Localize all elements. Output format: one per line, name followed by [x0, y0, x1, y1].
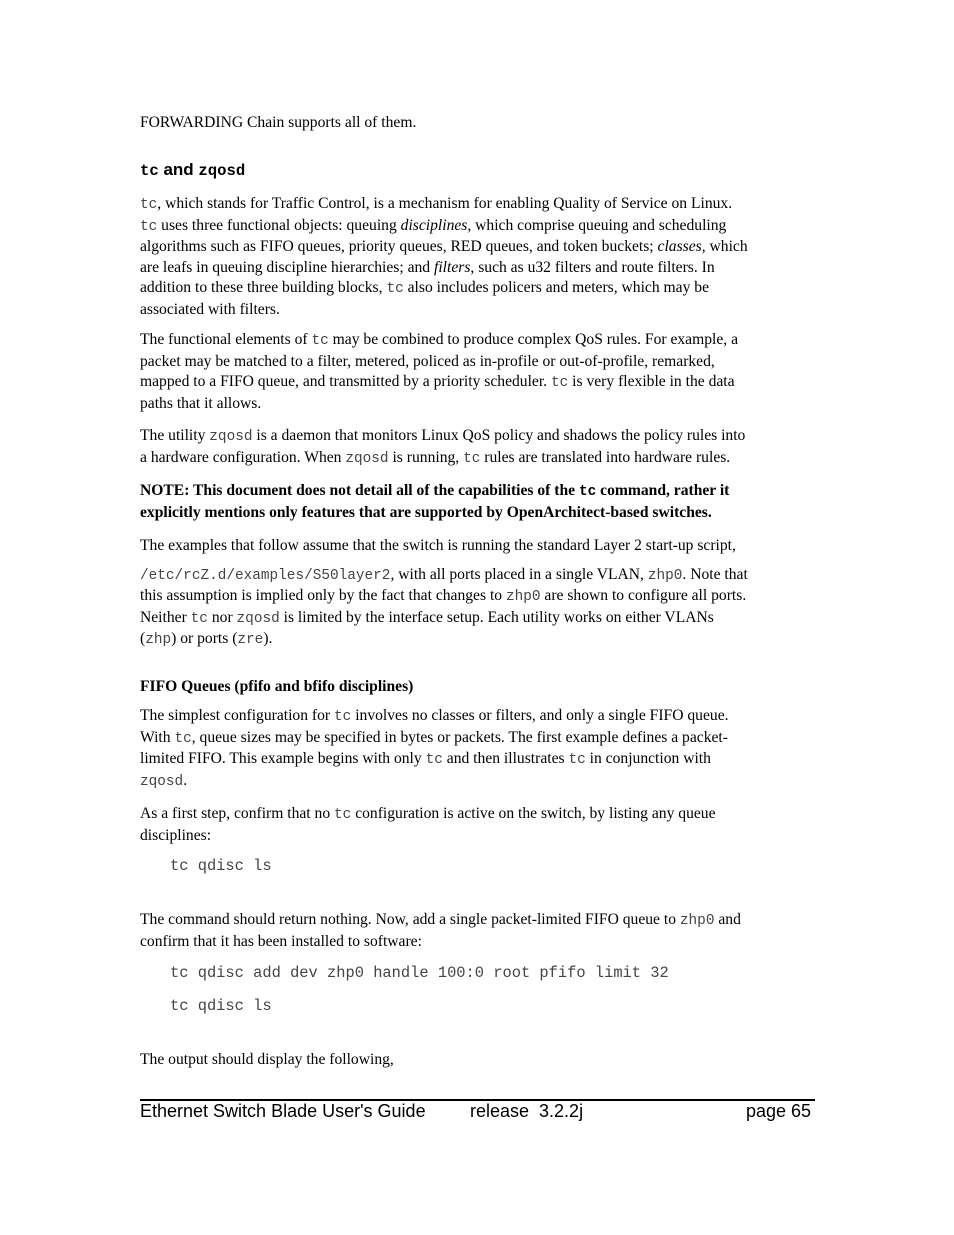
paragraph-add-fifo: The command should return nothing. Now, add a single packet-limited FIFO queue to zhp0 and confirm that it has been installed to software: [140, 911, 741, 950]
paragraph-zqosd: The utility zqosd is a daemon that monitors Linux QoS policy and shadows the policy rules into a hardware configuration. When zqosd is running, tc rules are translated into hardware rules. [140, 427, 746, 467]
paragraph-first-step: As a first step, confirm that no tc configuration is active on the switch, by listing any queue disciplines: [140, 805, 716, 844]
paragraph-examples: The examples that follow assume that the switch is running the standard Layer 2 start-up script, /etc/rcZ.d/examples/S50layer2, with all ports placed in a single VLAN, zhp0. Note that this assumption is implied only by the fact that changes to zhp0 are shown to configure all ports. Neither tc nor zqosd is limited by the interface setup. Each utility works on either VLANs (zhp) or ports (zre). [140, 537, 748, 649]
footer-page-number: page 65 [746, 1101, 812, 1121]
footer-release: release 3.2.2j [470, 1101, 584, 1121]
note-block: NOTE: This document does not detail all of the capabilities of the tc command, rather it explicitly mentions only features that are supported by OpenArchitect-based switches. [140, 482, 730, 521]
code-line-qdisc-ls-2: tc qdisc ls [170, 997, 272, 1015]
section-heading: tc and zqosd [140, 160, 246, 180]
code-line-qdisc-ls: tc qdisc ls [170, 857, 272, 875]
code-line-qdisc-add: tc qdisc add dev zhp0 handle 100:0 root pfifo limit 32 [170, 964, 669, 982]
intro-line: FORWARDING Chain supports all of them. [140, 114, 417, 131]
paragraph-functional-elements: The functional elements of tc may be combined to produce complex QoS rules. For example, a packet may be matched to a filter, metered, policed as in-profile or out-of-profile, remarked, mapped to a FIFO queue, and transmitted by a priority scheduler. tc is very flexible in the data paths that it allows. [140, 331, 738, 412]
paragraph-simplest-config: The simplest configuration for tc involves no classes or filters, and only a single FIFO queue. With tc, queue sizes may be specified in bytes or packets. The first example defines a packet- limited FIFO. This example begins with only tc and then illustrates tc in conjunction with zqosd. [140, 707, 729, 790]
paragraph-tc-intro: tc, which stands for Traffic Control, is a mechanism for enabling Quality of Service on Linux. tc uses three functional objects: queuing disciplines, which comprise queuing and scheduling algorithms such as FIFO queues, priority queues, RED queues, and token buckets; classes, which are leafs in queuing discipline hierarchies; and filters, such as u32 filters and route filters. In addition to these three building blocks, tc also includes policers and meters, which may be associated with filters. [140, 195, 748, 318]
footer-title: Ethernet Switch Blade User's Guide [140, 1101, 426, 1121]
paragraph-output: The output should display the following, [140, 1051, 394, 1068]
subsection-heading: FIFO Queues (pfifo and bfifo disciplines) [140, 678, 414, 695]
